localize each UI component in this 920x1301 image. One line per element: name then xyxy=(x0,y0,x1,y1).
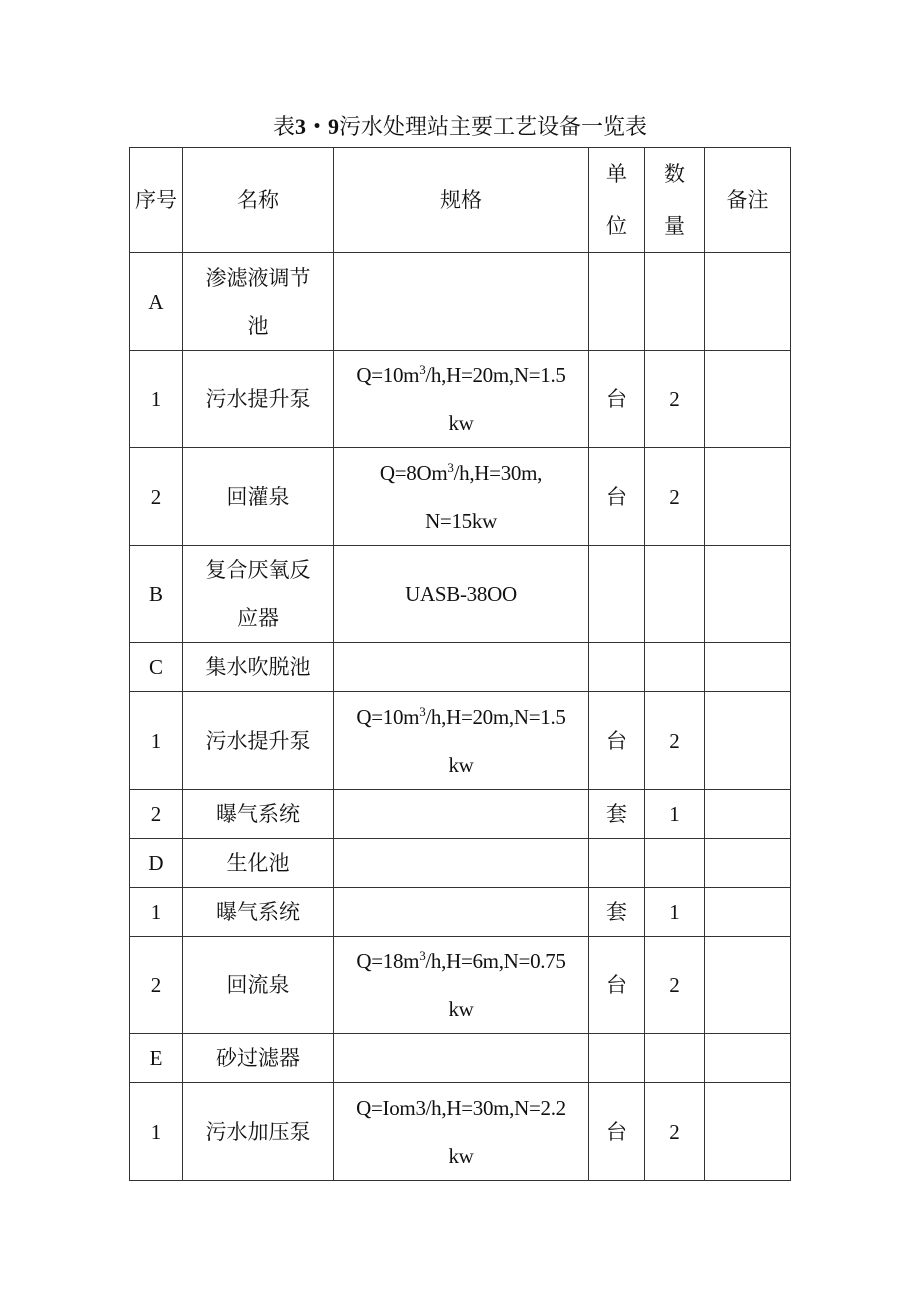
cell-name: 生化池 xyxy=(183,839,334,888)
cell-unit: 台 xyxy=(589,937,645,1034)
cell-qty xyxy=(645,1034,705,1083)
table-row xyxy=(130,692,791,790)
title-text: 污水处理站主要工艺设备一览表 xyxy=(339,115,648,140)
header-qty: 数量 xyxy=(645,148,705,253)
cell-spec xyxy=(334,643,589,692)
equipment-table xyxy=(129,147,791,1181)
cell-unit xyxy=(589,839,645,888)
cell-index: 1 xyxy=(130,351,183,448)
header-note: 备注 xyxy=(705,148,791,253)
cell-qty: 2 xyxy=(645,692,705,790)
cell-name: 回灌泉 xyxy=(183,448,334,546)
cell-name: 复合厌氧反 应器 xyxy=(183,546,334,643)
table-row xyxy=(130,643,791,692)
cell-index: A xyxy=(130,253,183,351)
cell-unit: 台 xyxy=(589,351,645,448)
table-row xyxy=(130,1034,791,1083)
cell-unit: 台 xyxy=(589,448,645,546)
cell-unit xyxy=(589,546,645,643)
cell-name: 渗滤液调节 池 xyxy=(183,253,334,351)
cell-unit: 台 xyxy=(589,692,645,790)
cell-unit: 套 xyxy=(589,888,645,937)
cell-index: 2 xyxy=(130,937,183,1034)
cell-index: B xyxy=(130,546,183,643)
cell-note xyxy=(705,937,791,1034)
cell-note xyxy=(705,546,791,643)
cell-name: 污水加压泵 xyxy=(183,1083,334,1181)
cell-qty: 1 xyxy=(645,790,705,839)
table-row xyxy=(130,839,791,888)
cell-unit: 套 xyxy=(589,790,645,839)
cell-index: 1 xyxy=(130,1083,183,1181)
cell-note xyxy=(705,888,791,937)
table-title xyxy=(130,112,790,143)
cell-spec xyxy=(334,1034,589,1083)
cell-note xyxy=(705,1034,791,1083)
cell-spec: UASB-38OO xyxy=(334,546,589,643)
table-row xyxy=(130,448,791,546)
header-spec: 规格 xyxy=(334,148,589,253)
cell-qty: 1 xyxy=(645,888,705,937)
cell-note xyxy=(705,692,791,790)
cell-name: 污水提升泵 xyxy=(183,351,334,448)
header-unit: 单位 xyxy=(589,148,645,253)
table-row xyxy=(130,790,791,839)
table-row xyxy=(130,1083,791,1181)
cell-qty: 2 xyxy=(645,937,705,1034)
cell-unit: 台 xyxy=(589,1083,645,1181)
table-row xyxy=(130,546,791,643)
cell-name: 砂过滤器 xyxy=(183,1034,334,1083)
cell-spec: $Q=10m^3/h,H=20m,N=1.5$ kw xyxy=(334,692,589,790)
cell-spec: $Q=18m^3/h,H=6m,N=0.75$ kw xyxy=(334,937,589,1034)
cell-index: E xyxy=(130,1034,183,1083)
cell-unit xyxy=(589,643,645,692)
table-body xyxy=(130,253,791,1181)
cell-spec: Q=Iom3/h,H=30m,N=2.2 kw xyxy=(334,1083,589,1181)
cell-spec xyxy=(334,888,589,937)
cell-qty xyxy=(645,839,705,888)
cell-index: 1 xyxy=(130,692,183,790)
cell-index: D xyxy=(130,839,183,888)
cell-name: 集水吹脱池 xyxy=(183,643,334,692)
cell-qty xyxy=(645,253,705,351)
header-index: 序号 xyxy=(130,148,183,253)
table-row xyxy=(130,253,791,351)
cell-spec xyxy=(334,839,589,888)
cell-spec xyxy=(334,790,589,839)
cell-qty xyxy=(645,643,705,692)
cell-index: C xyxy=(130,643,183,692)
table-row xyxy=(130,937,791,1034)
cell-note xyxy=(705,253,791,351)
title-number: 3・9 xyxy=(294,114,339,139)
title-prefix: 表 xyxy=(272,115,295,140)
cell-note xyxy=(705,448,791,546)
cell-name: 回流泉 xyxy=(183,937,334,1034)
cell-note xyxy=(705,351,791,448)
cell-qty: 2 xyxy=(645,351,705,448)
cell-note xyxy=(705,1083,791,1181)
cell-qty: 2 xyxy=(645,448,705,546)
cell-note xyxy=(705,790,791,839)
cell-qty: 2 xyxy=(645,1083,705,1181)
cell-unit xyxy=(589,253,645,351)
cell-spec: $Q=10m^3/h,H=20m,N=1.5$ kw xyxy=(334,351,589,448)
cell-name: 污水提升泵 xyxy=(183,692,334,790)
cell-name: 曝气系统 xyxy=(183,790,334,839)
cell-index: 2 xyxy=(130,448,183,546)
cell-index: 2 xyxy=(130,790,183,839)
header-row xyxy=(130,148,791,253)
cell-unit xyxy=(589,1034,645,1083)
cell-spec: $Q=8Om^3/h,H=30m$, N=15kw xyxy=(334,448,589,546)
cell-note xyxy=(705,643,791,692)
table-row xyxy=(130,888,791,937)
cell-spec xyxy=(334,253,589,351)
header-name: 名称 xyxy=(183,148,334,253)
cell-name: 曝气系统 xyxy=(183,888,334,937)
cell-index: 1 xyxy=(130,888,183,937)
table-row xyxy=(130,351,791,448)
cell-note xyxy=(705,839,791,888)
cell-qty xyxy=(645,546,705,643)
